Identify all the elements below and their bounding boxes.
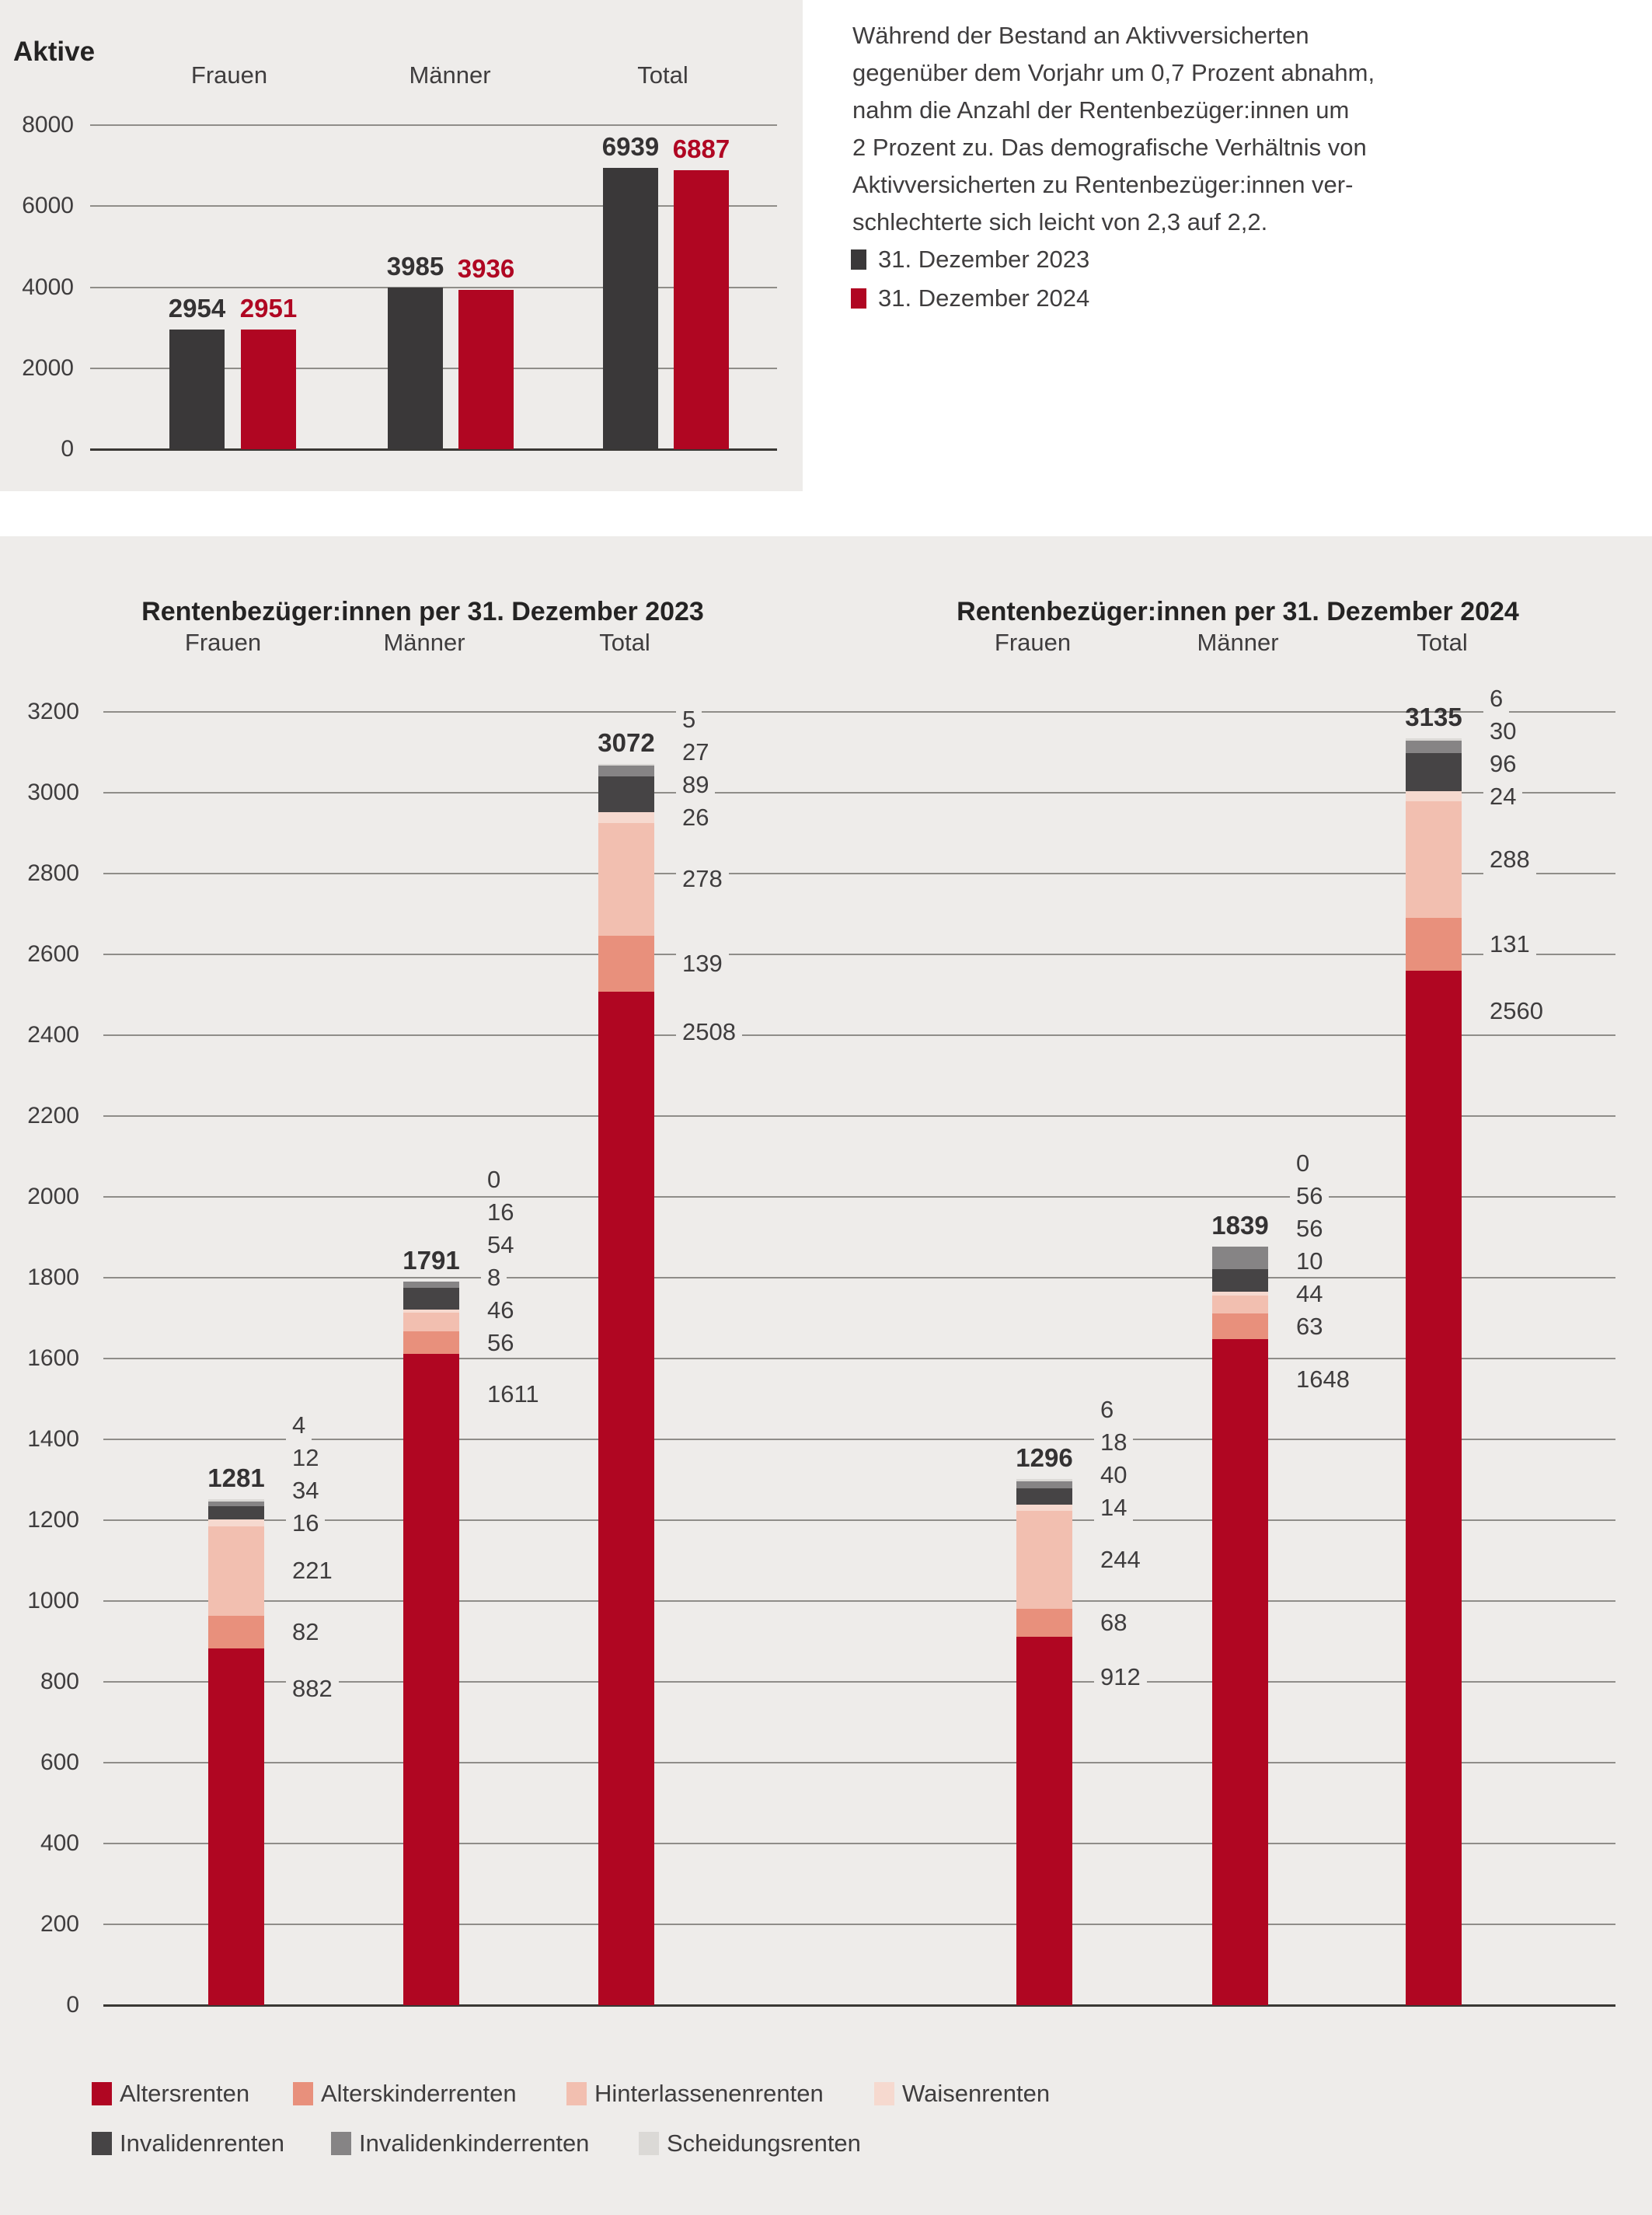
segment-invalidenrenten xyxy=(403,1288,459,1310)
segment-value-invalidenrenten: 40 xyxy=(1094,1460,1133,1490)
segment-invalidenkinderrenten xyxy=(403,1282,459,1288)
y-tick-label: 2200 xyxy=(27,1103,79,1128)
legend-swatch-invalidenkinderrenten xyxy=(331,2132,351,2155)
segment-value-scheidungsrenten: 0 xyxy=(1290,1149,1316,1178)
segment-scheidungsrenten xyxy=(1406,738,1462,741)
segment-value-alterskinderrenten: 56 xyxy=(481,1328,520,1358)
segment-value-invalidenkinderrenten: 18 xyxy=(1094,1428,1133,1457)
aktive-panel xyxy=(0,0,803,491)
segment-value-alterskinderrenten: 82 xyxy=(286,1617,325,1647)
segment-invalidenrenten xyxy=(1016,1488,1072,1505)
y-tick-label: 2600 xyxy=(27,941,79,967)
segment-value-invalidenkinderrenten: 12 xyxy=(286,1443,325,1473)
legend-swatch-2024 xyxy=(851,288,866,309)
y-tick-label: 2000 xyxy=(22,354,74,381)
segment-waisenrenten xyxy=(1016,1505,1072,1510)
segment-value-invalidenkinderrenten: 30 xyxy=(1483,717,1522,746)
y-tick-label: 4000 xyxy=(22,274,74,300)
bar-value-label: 6887 xyxy=(672,134,730,163)
segment-invalidenkinderrenten xyxy=(1016,1481,1072,1488)
bar-total-2023 xyxy=(603,168,658,449)
column-header: Frauen xyxy=(184,629,262,656)
y-tick-label: 2400 xyxy=(27,1022,79,1048)
y-tick-label: 1600 xyxy=(27,1345,79,1371)
bar-value-label: 3936 xyxy=(457,253,515,283)
legend-label-invalidenkinderrenten: Invalidenkinderrenten xyxy=(359,2130,590,2157)
segment-scheidungsrenten xyxy=(208,1499,264,1501)
y-tick-label: 2000 xyxy=(27,1184,79,1209)
legend-swatch-scheidungsrenten xyxy=(639,2132,659,2155)
y-tick-label: 400 xyxy=(40,1830,79,1856)
total-label-männer-2023: 1791 xyxy=(403,1245,460,1275)
bar-value-label: 6939 xyxy=(601,132,660,162)
segment-value-hinterlassenenrenten: 221 xyxy=(286,1556,339,1585)
segment-value-scheidungsrenten: 4 xyxy=(286,1411,312,1440)
y-tick-label: 0 xyxy=(61,436,74,462)
y-tick-label: 200 xyxy=(40,1911,79,1937)
segment-alterskinderrenten xyxy=(403,1331,459,1354)
legend-label-waisenrenten: Waisenrenten xyxy=(902,2080,1051,2107)
segment-value-hinterlassenenrenten: 244 xyxy=(1094,1545,1147,1575)
segment-invalidenrenten xyxy=(1406,753,1462,792)
segment-invalidenkinderrenten xyxy=(1406,741,1462,753)
segment-value-scheidungsrenten: 6 xyxy=(1483,684,1509,713)
segment-hinterlassenenrenten xyxy=(208,1526,264,1616)
legend-label-altersrenten: Altersrenten xyxy=(120,2080,250,2107)
segment-altersrenten xyxy=(208,1648,264,2005)
segment-value-waisenrenten: 26 xyxy=(676,803,715,832)
bar-total-2024 xyxy=(674,170,729,449)
segment-value-invalidenrenten: 56 xyxy=(1290,1214,1329,1244)
column-header: Männer xyxy=(1197,629,1279,656)
segment-hinterlassenenrenten xyxy=(1016,1511,1072,1610)
intro-line: gegenüber dem Vorjahr um 0,7 Prozent abnahm, xyxy=(852,59,1375,86)
segment-invalidenrenten xyxy=(598,776,654,812)
segment-value-invalidenrenten: 34 xyxy=(286,1476,325,1505)
legend-label-hinterlassenenrenten: Hinterlassenenrenten xyxy=(594,2080,824,2107)
legend-label-2024: 31. Dezember 2024 xyxy=(878,284,1090,312)
segment-waisenrenten xyxy=(403,1310,459,1313)
segment-value-altersrenten: 1611 xyxy=(481,1380,545,1409)
segment-altersrenten xyxy=(403,1354,459,2005)
legend-label-invalidenrenten: Invalidenrenten xyxy=(120,2130,284,2157)
column-header: Frauen xyxy=(190,61,268,89)
segment-invalidenrenten xyxy=(208,1506,264,1520)
legend-swatch-altersrenten xyxy=(92,2082,112,2105)
y-tick-label: 1800 xyxy=(27,1264,79,1290)
segment-invalidenkinderrenten xyxy=(598,766,654,776)
segment-value-invalidenkinderrenten: 56 xyxy=(1290,1181,1329,1211)
y-tick-label: 2800 xyxy=(27,860,79,886)
total-label-frauen-2024: 1296 xyxy=(1016,1442,1073,1472)
segment-value-alterskinderrenten: 68 xyxy=(1094,1608,1133,1638)
total-label-total-2023: 3072 xyxy=(598,727,655,757)
segment-invalidenrenten xyxy=(1212,1269,1268,1292)
segment-value-waisenrenten: 24 xyxy=(1483,782,1522,811)
segment-waisenrenten xyxy=(1406,791,1462,801)
legend-swatch-waisenrenten xyxy=(874,2082,894,2105)
segment-alterskinderrenten xyxy=(1016,1609,1072,1636)
segment-value-altersrenten: 1648 xyxy=(1290,1365,1356,1394)
total-label-männer-2024: 1839 xyxy=(1211,1210,1269,1240)
renten-chart-title-2024: Rentenbezüger:innen per 31. Dezember 2024 xyxy=(957,597,1519,627)
segment-value-scheidungsrenten: 5 xyxy=(676,705,702,734)
segment-invalidenkinderrenten xyxy=(208,1502,264,1506)
legend-label-2023: 31. Dezember 2023 xyxy=(878,246,1090,273)
y-tick-label: 800 xyxy=(40,1669,79,1694)
bar-value-label: 2954 xyxy=(168,294,226,323)
segment-altersrenten xyxy=(1406,971,1462,2005)
segment-value-waisenrenten: 8 xyxy=(481,1263,507,1292)
segment-value-hinterlassenenrenten: 278 xyxy=(676,864,729,894)
intro-line: Aktivversicherten zu Rentenbezüger:innen ver- xyxy=(852,171,1354,198)
y-tick-label: 1000 xyxy=(27,1588,79,1613)
segment-value-invalidenrenten: 96 xyxy=(1483,749,1522,779)
segment-hinterlassenenrenten xyxy=(1406,801,1462,918)
segment-waisenrenten xyxy=(1212,1292,1268,1296)
segment-value-waisenrenten: 16 xyxy=(286,1509,325,1538)
segment-value-waisenrenten: 14 xyxy=(1094,1493,1133,1523)
bar-value-label: 2951 xyxy=(239,294,298,323)
segment-hinterlassenenrenten xyxy=(598,823,654,936)
bar-value-label: 3985 xyxy=(386,252,444,281)
segment-value-alterskinderrenten: 63 xyxy=(1290,1312,1329,1341)
segment-waisenrenten xyxy=(208,1519,264,1526)
legend-swatch-invalidenrenten xyxy=(92,2132,112,2155)
intro-line: 2 Prozent zu. Das demografische Verhältnis von xyxy=(852,134,1367,161)
segment-alterskinderrenten xyxy=(1406,918,1462,971)
intro-line: Während der Bestand an Aktivversicherten xyxy=(852,22,1309,49)
segment-alterskinderrenten xyxy=(598,936,654,992)
y-tick-label: 600 xyxy=(40,1749,79,1775)
segment-altersrenten xyxy=(598,992,654,2005)
gridline xyxy=(90,124,777,126)
segment-value-altersrenten: 2508 xyxy=(676,1017,742,1047)
total-label-frauen-2023: 1281 xyxy=(207,1463,265,1493)
segment-value-alterskinderrenten: 139 xyxy=(676,949,729,978)
aktive-chart xyxy=(0,0,803,491)
segment-scheidungsrenten xyxy=(598,764,654,766)
column-header: Frauen xyxy=(994,629,1072,656)
segment-hinterlassenenrenten xyxy=(1212,1296,1268,1313)
segment-waisenrenten xyxy=(598,812,654,823)
legend-label-scheidungsrenten: Scheidungsrenten xyxy=(667,2130,861,2157)
bar-frauen-2024 xyxy=(241,330,296,449)
legend-label-alterskinderrenten: Alterskinderrenten xyxy=(321,2080,517,2107)
segment-value-scheidungsrenten: 6 xyxy=(1094,1395,1120,1425)
segment-alterskinderrenten xyxy=(1212,1313,1268,1339)
segment-altersrenten xyxy=(1016,1637,1072,2005)
column-header: Total xyxy=(599,629,650,656)
segment-scheidungsrenten xyxy=(1016,1479,1072,1481)
bar-männer-2024 xyxy=(458,290,514,449)
column-header: Männer xyxy=(383,629,465,656)
column-header: Männer xyxy=(409,61,491,89)
segment-value-altersrenten: 912 xyxy=(1094,1662,1147,1692)
y-tick-label: 3000 xyxy=(27,780,79,805)
total-label-total-2024: 3135 xyxy=(1405,702,1462,731)
renten-panel xyxy=(0,536,1652,2215)
intro-line: nahm die Anzahl der Rentenbezüger:innen um xyxy=(852,96,1350,124)
segment-alterskinderrenten xyxy=(208,1616,264,1649)
intro-line: schlechterte sich leicht von 2,3 auf 2,2. xyxy=(852,208,1268,235)
segment-value-invalidenrenten: 89 xyxy=(676,770,715,800)
y-tick-label: 1400 xyxy=(27,1426,79,1452)
y-tick-label: 3200 xyxy=(27,699,79,724)
segment-value-invalidenkinderrenten: 16 xyxy=(481,1198,520,1227)
segment-value-hinterlassenenrenten: 46 xyxy=(481,1296,520,1325)
column-header: Total xyxy=(1417,629,1468,656)
legend-swatch-2023 xyxy=(851,249,866,270)
segment-value-invalidenkinderrenten: 27 xyxy=(676,738,715,767)
segment-hinterlassenenrenten xyxy=(403,1313,459,1331)
segment-value-altersrenten: 882 xyxy=(286,1674,339,1704)
y-tick-label: 0 xyxy=(66,1992,79,2018)
legend-swatch-hinterlassenenrenten xyxy=(566,2082,587,2105)
segment-value-altersrenten: 2560 xyxy=(1483,996,1549,1026)
legend-swatch-alterskinderrenten xyxy=(293,2082,313,2105)
segment-value-alterskinderrenten: 131 xyxy=(1483,930,1536,959)
segment-value-invalidenrenten: 54 xyxy=(481,1230,520,1260)
aktive-chart-title: Aktive xyxy=(13,37,96,68)
bar-männer-2023 xyxy=(388,288,443,449)
renten-chart-title-2023: Rentenbezüger:innen per 31. Dezember 2023 xyxy=(141,597,704,627)
segment-value-scheidungsrenten: 0 xyxy=(481,1165,507,1195)
bar-frauen-2023 xyxy=(169,330,225,449)
intro-text xyxy=(852,17,1375,241)
segment-value-waisenrenten: 10 xyxy=(1290,1247,1329,1276)
y-tick-label: 1200 xyxy=(27,1507,79,1533)
segment-invalidenkinderrenten xyxy=(1212,1247,1268,1269)
segment-value-hinterlassenenrenten: 288 xyxy=(1483,845,1536,874)
column-header: Total xyxy=(637,61,688,89)
segment-value-hinterlassenenrenten: 44 xyxy=(1290,1279,1329,1309)
y-tick-label: 8000 xyxy=(22,112,74,138)
segment-altersrenten xyxy=(1212,1339,1268,2005)
y-tick-label: 6000 xyxy=(22,193,74,219)
